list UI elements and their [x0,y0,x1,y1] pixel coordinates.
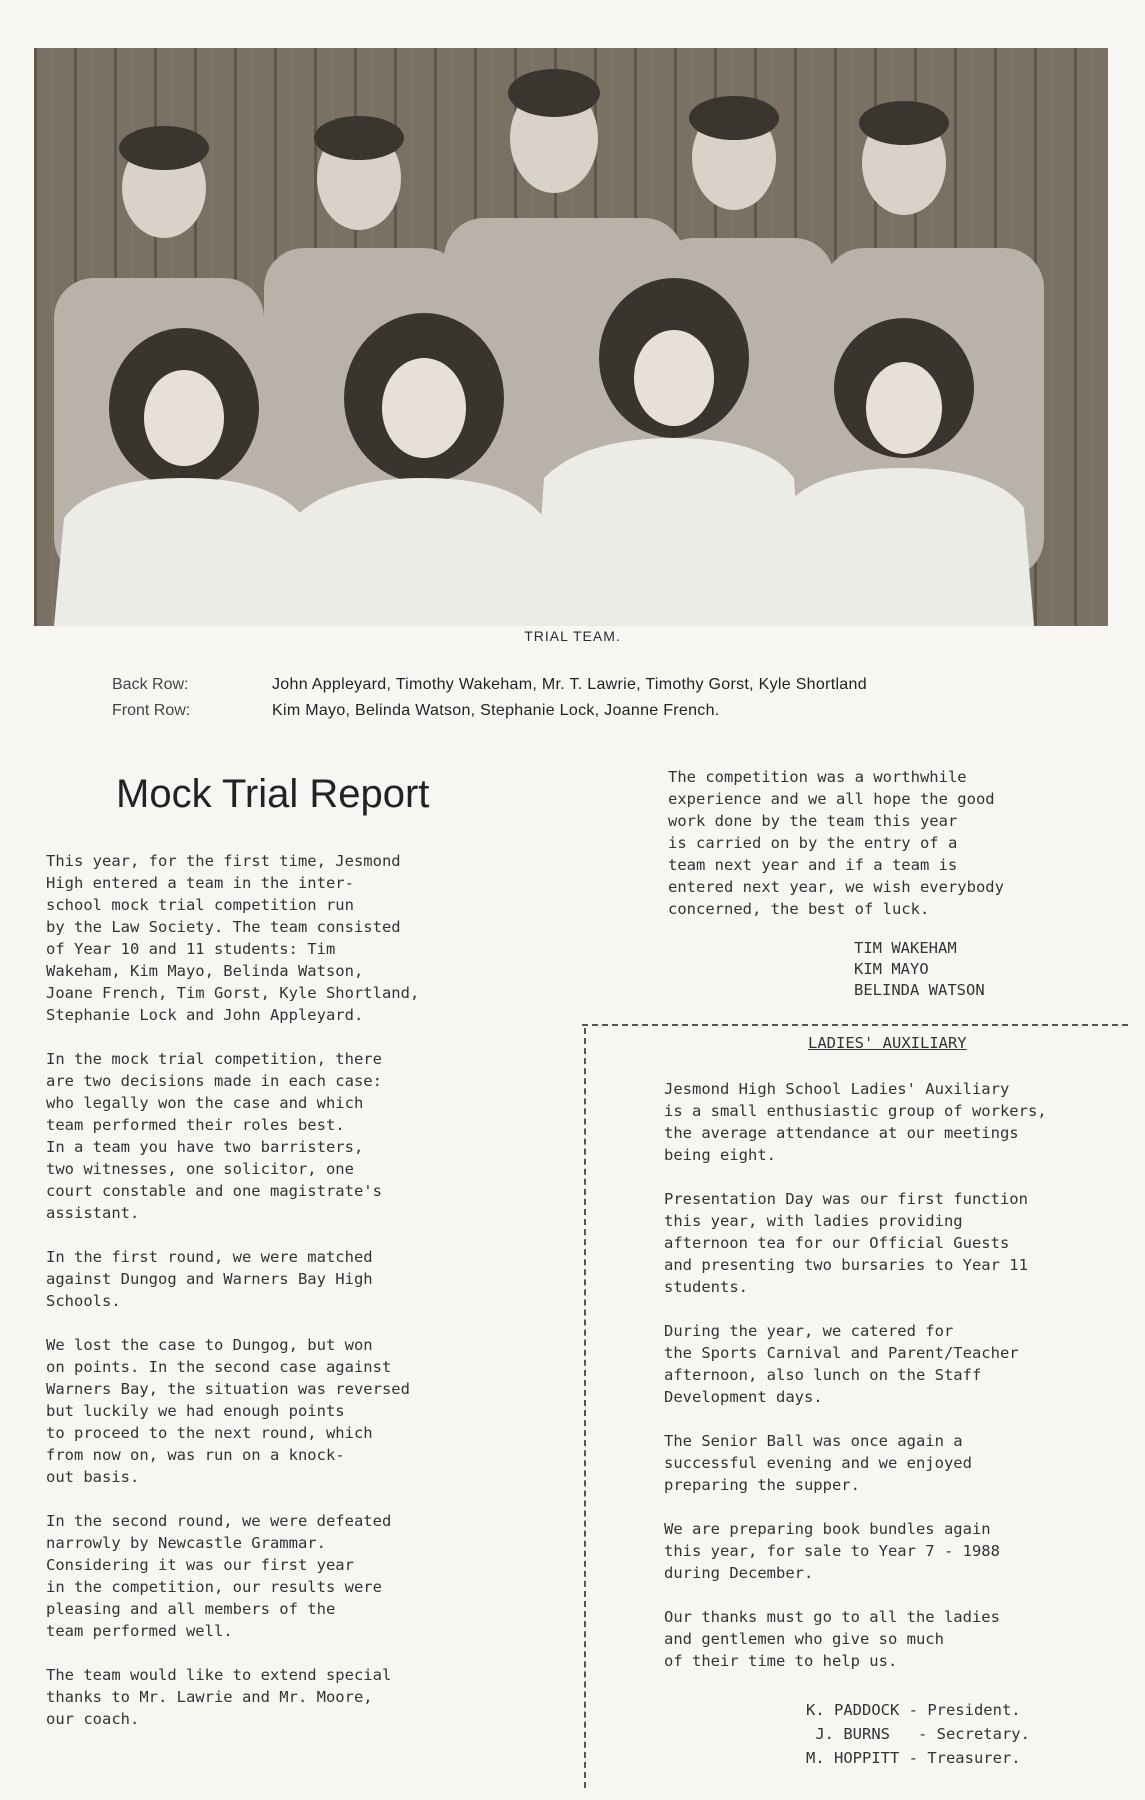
paragraph: We lost the case to Dungog, but won on points. In the second case against Warners Bay, the situation was reversed but luckily we had enough points to proceed to the next round, which from now on, was run on a knock- out basis. [46,1336,410,1486]
paragraph: Our thanks must go to all the ladies and gentlemen who give so much of their time to help us. [664,1608,1000,1670]
report-signatures [854,938,985,1001]
divider [582,1024,1128,1026]
auxiliary-title: LADIES' AUXILIARY [808,1034,967,1052]
paragraph: Jesmond High School Ladies' Auxiliary is a small enthusiastic group of workers, the average attendance at our meetings being eight. [664,1080,1047,1164]
paragraph: In the mock trial competition, there are two decisions made in each case: who legally won the case and which team performed their roles best. In a team you have two barristers, two witnesses, one solicitor, one court constable and one magistrate's assistant. [46,1050,382,1222]
officer: J. BURNS - Secretary. [806,1725,1030,1743]
divider [584,1028,586,1788]
team-photo [34,48,1108,626]
paragraph: In the first round, we were matched against Dungog and Warners Bay High Schools. [46,1248,373,1310]
officer: M. HOPPITT - Treasurer. [806,1749,1021,1767]
paragraph: The Senior Ball was once again a successful evening and we enjoyed preparing the supper. [664,1432,972,1494]
officer: K. PADDOCK - President. [806,1701,1021,1719]
photo-caption: TRIAL TEAM. [524,628,621,644]
paragraph: This year, for the first time, Jesmond High entered a team in the inter- school mock trial competition run by the Law Society. The team consisted of Year 10 and 11 students: Tim Wakeham, Kim Mayo, Belinda Watson, Joane French, Tim Gorst, Kyle Shortland, Stephanie Lock and John Appleyard. [46,852,420,1024]
paragraph: We are preparing book bundles again this year, for sale to Year 7 - 1988 during December. [664,1520,1000,1582]
paragraph: In the second round, we were defeated narrowly by Newcastle Grammar. Considering it was our first year in the competition, our results were pleasing and all members of the team performed well. [46,1512,392,1640]
row-names: John Appleyard, Timothy Wakeham, Mr. T. Lawrie, Timothy Gorst, Kyle Shortland [272,676,867,693]
paragraph: The team would like to extend special thanks to Mr. Lawrie and Mr. Moore, our coach. [46,1666,392,1728]
paragraph: During the year, we catered for the Sports Carnival and Parent/Teacher afternoon, also lunch on the Staff Development days. [664,1322,1019,1406]
signature: BELINDA WATSON [854,981,985,999]
article-title: Mock Trial Report [116,772,430,816]
signature: TIM WAKEHAM [854,939,957,957]
row-label: Back Row: [112,676,189,693]
signature: KIM MAYO [854,960,929,978]
auxiliary-body [664,1078,1134,1694]
report-body [46,850,516,1752]
auxiliary-officers [806,1698,1030,1770]
paragraph: Presentation Day was our first function this year, with ladies providing afternoon tea for our Official Guests and presenting two bursaries to Year 11 students. [664,1190,1028,1296]
report-closing [668,766,1128,942]
row-label: Front Row: [112,702,191,719]
team-roster [112,672,867,724]
row-names: Kim Mayo, Belinda Watson, Stephanie Lock, Joanne French. [272,702,720,719]
back-row [112,672,867,698]
front-row [112,698,867,724]
paragraph: The competition was a worthwhile experience and we all hope the good work done by the team this year is carried on by the entry of a team next year and if a team is entered next year, we wish everybody concerned, the best of luck. [668,768,1004,918]
